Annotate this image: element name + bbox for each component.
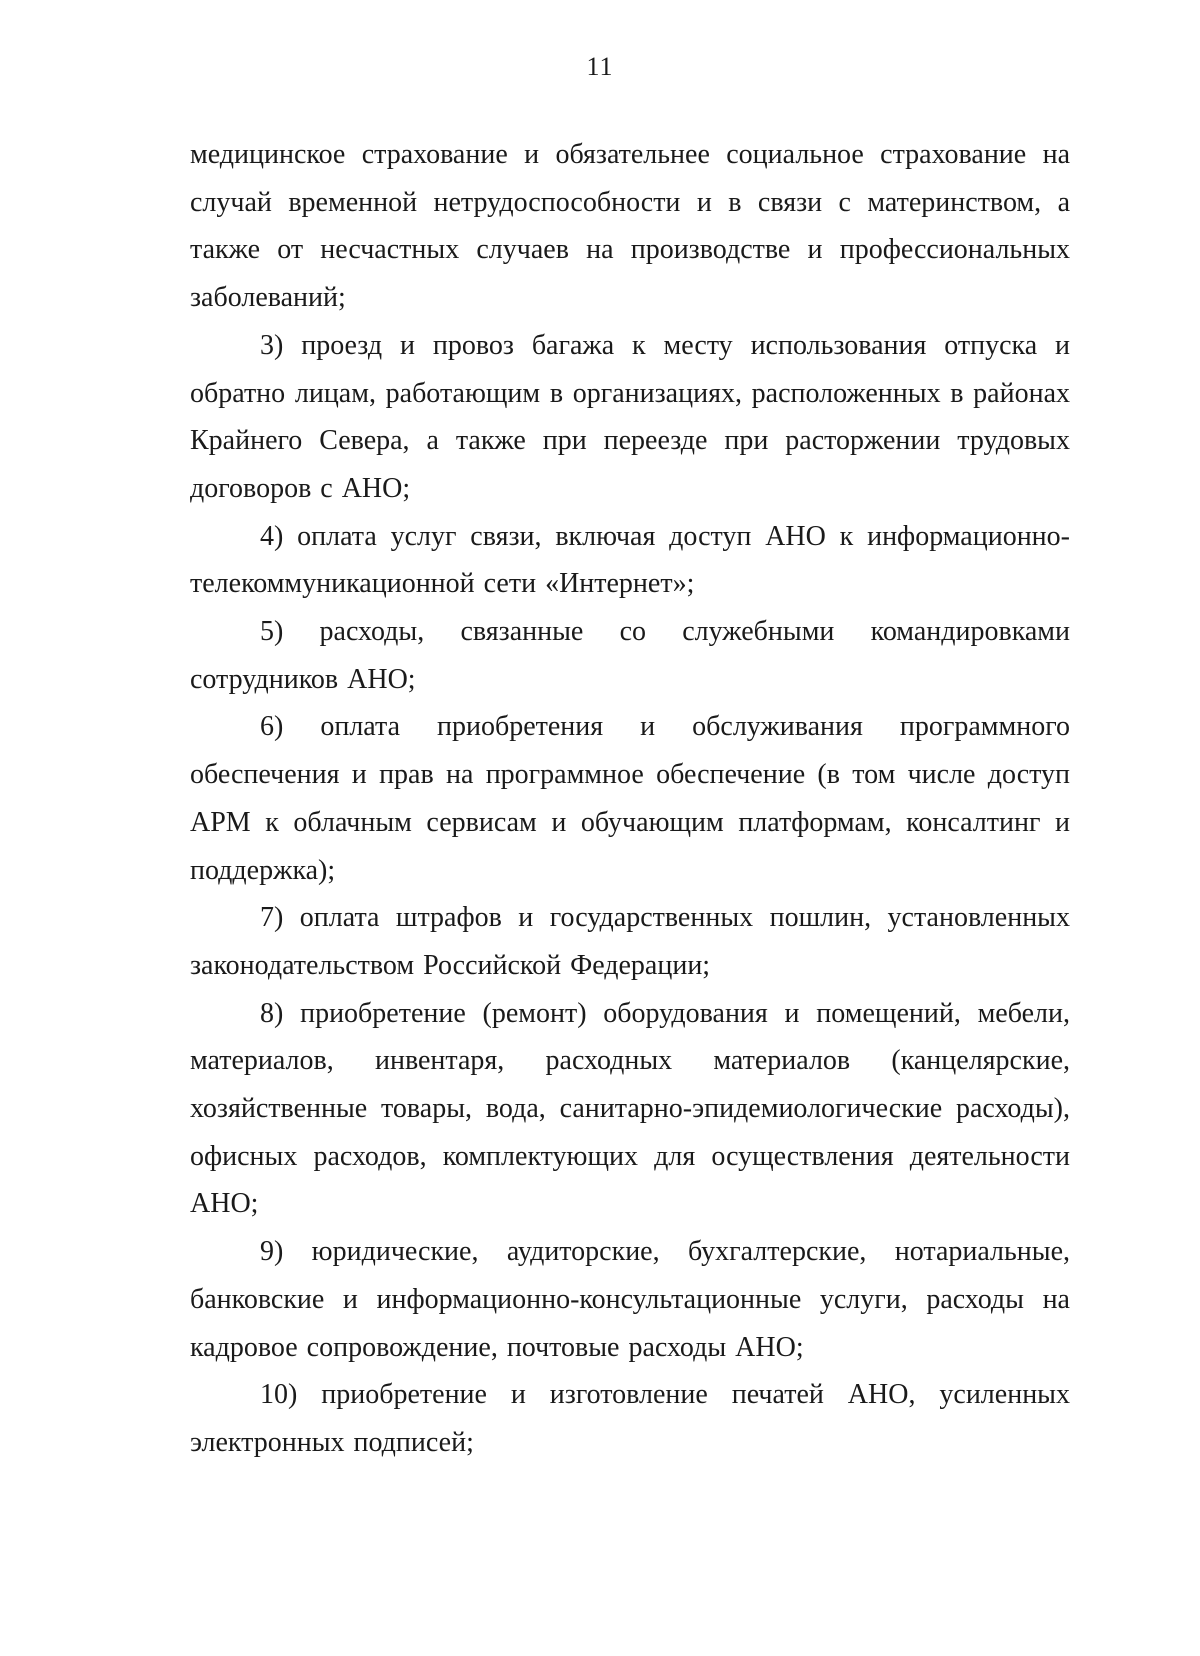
paragraph-item-4: 4) оплата услуг связи, включая доступ АНО к информационно-телекоммуникационной сети «Интернет»; (190, 520, 1070, 600)
paragraph-item-9: 9) юридические, аудиторские, бухгалтерские, нотариальные, банковские и информационно-консультационные услуги, расходы на кадровое сопровождение, почтовые расходы АНО; (190, 1236, 1070, 1363)
paragraph-item-3: 3) проезд и провоз багажа к месту использования отпуска и обратно лицам, работающим в организациях, расположенных в районах Крайнего Севера, а также при переезде при расторжении трудовых договоров с АНО; (190, 329, 1070, 504)
paragraph-item-7: 7) оплата штрафов и государственных пошлин, установленных законодательством Российской Федерации; (190, 902, 1070, 981)
paragraph-item-8: 8) приобретение (ремонт) оборудования и помещений, мебели, материалов, инвентаря, расходных материалов (канцелярские, хозяйственные товары, вода, санитарно-эпидемиологические расходы), офисных расходов, комплектующих для осуществления деятельности АНО; (190, 997, 1070, 1220)
paragraph-item-6: 6) оплата приобретения и обслуживания программного обеспечения и прав на программное обеспечение (в том числе доступ АРМ к облачным сервисам и обучающим платформам, консалтинг и поддержка); (190, 711, 1070, 886)
document-body (190, 131, 1070, 1467)
page-number: 11 (586, 52, 614, 81)
paragraph-item-5: 5) расходы, связанные со служебными командировками сотрудников АНО; (190, 616, 1070, 695)
paragraph-continuation: медицинское страхование и обязательнее социальное страхование на случай временной нетрудоспособности и в связи с материнством, а также от несчастных случаев на производстве и профессиональных заболеваний; (190, 139, 1070, 314)
paragraph-item-10: 10) приобретение и изготовление печатей АНО, усиленных электронных подписей; (190, 1379, 1070, 1458)
